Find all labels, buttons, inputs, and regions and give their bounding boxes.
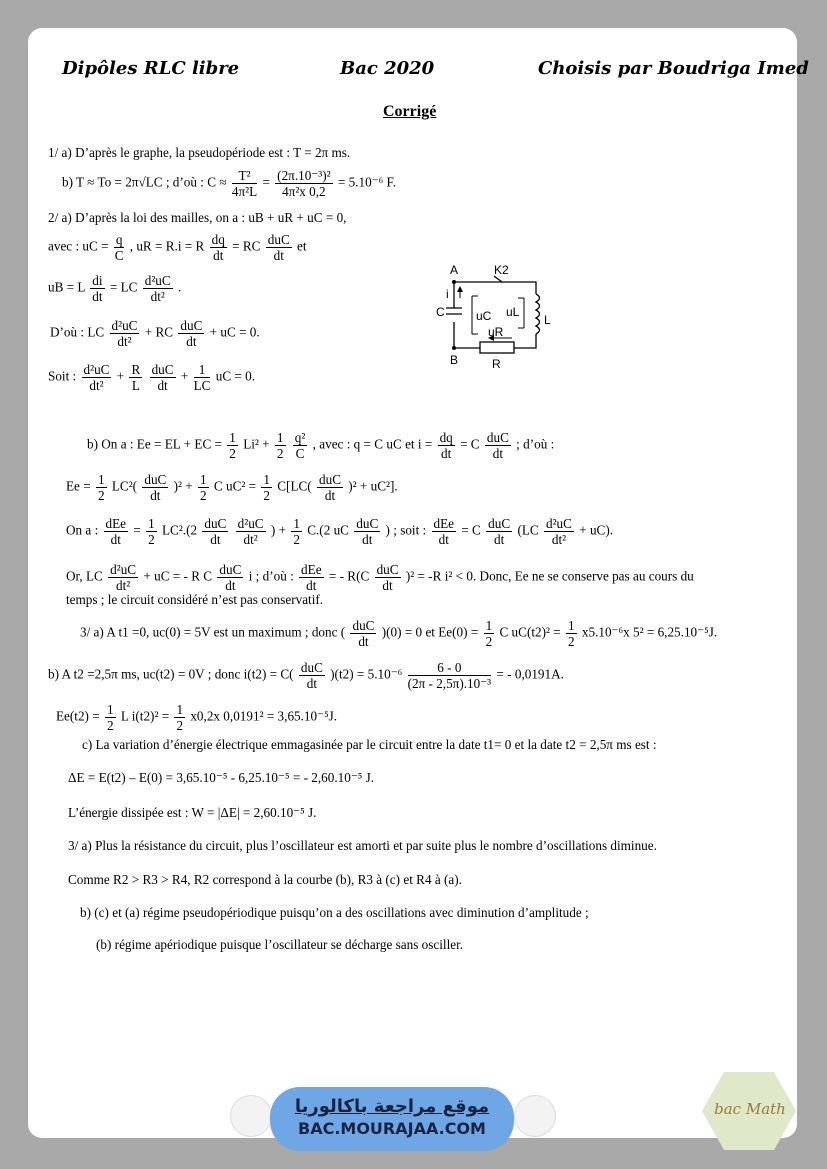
circuit-label-R: R: [492, 357, 501, 371]
circuit-label-B: B: [450, 353, 459, 367]
header-center: Bac 2020: [340, 58, 435, 79]
q4-a-line: 3/ a) Plus la résistance du circuit, plus l’oscillateur est amorti et par suite plus le nombre d’oscillations diminue.: [68, 838, 657, 853]
bac-math-logo: [700, 1070, 798, 1152]
q2-a-line2: avec : uC = $\frac{q}{C}$ , uR = R.i = R $\frac{dq}{dt}$ = RC duC dt et: [48, 232, 307, 263]
rlc-circuit-diagram: [432, 264, 552, 372]
q2-equation-2: Soit : $\frac{\text{d²uC}}{\text{dt²}}$ + $\frac{R}{L}$ duC dt + $\frac{1}{LC}$ uC = 0.: [48, 362, 256, 393]
site-arabic-name: موقع مراجعة باكالوريا: [294, 1096, 490, 1117]
header-left: Dipôles RLC libre: [62, 58, 240, 79]
q2-b-line1: b) On a : Ee = EL + EC = $\frac{1}{2}$ Li² + $\frac{1}{2}$ $\frac{\text{q²}}{C}$ , avec : q = C uC et i = $\frac{dq}{dt}$ = C duC dt ; d’où :: [87, 430, 555, 461]
q2-b-line2: Ee = $\frac{1}{2}$ LC²( duC dt )² + $\frac{1}{2}$ C uC² = $\frac{1}{2}$ C[LC( duC dt )² + uC²].: [66, 472, 398, 503]
circuit-label-A: A: [450, 264, 459, 277]
q4-b-line2: (b) régime apériodique puisque l’oscillateur se décharge sans osciller.: [96, 937, 464, 952]
circuit-label-uL: uL: [506, 305, 520, 319]
q3-energy-line: Ee(t2) = $\frac{1}{2}$ L i(t2)² = $\frac{1}{2}$ x0,2x 0,0191² = 3,65.10⁻⁵J.: [56, 702, 338, 733]
q2-b-line5: temps ; le circuit considéré n’est pas conservatif.: [66, 592, 324, 607]
q1-a-line: 1/ a) D’après le graphe, la pseudopériode est : T = 2π ms.: [48, 145, 351, 160]
q2-equation-1: D’où : LC $\frac{\text{d²uC}}{\text{dt²}}$ + RC duC dt + uC = 0.: [50, 318, 260, 349]
site-url[interactable]: BAC.MOURAJAA.COM: [298, 1119, 486, 1138]
q3-c-line3: L’énergie dissipée est : W = |ΔE| = 2,60.10⁻⁵ J.: [68, 805, 317, 820]
bac-math-logo-text: bac Math: [714, 1100, 786, 1118]
q2-ub-line: uB = L $\frac{di}{dt}$ = LC $\frac{\text{d²uC}}{\text{dt²}}$ .: [48, 273, 182, 304]
q4-comparison-line: Comme R2 > R3 > R4, R2 correspond à la courbe (b), R3 à (c) et R4 à (a).: [68, 872, 462, 887]
footer-left-logo: [230, 1095, 272, 1137]
q3-b-line: b) A t2 =2,5π ms, uc(t2) = 0V ; donc i(t2) = C( duC dt )(t2) = 5.10⁻⁶ $\frac{6 - 0}{\text{(2π - 2,5π).10⁻³}}$ = - 0,0191A.: [48, 660, 564, 691]
circuit-label-uC: uC: [476, 309, 492, 323]
page-title: Corrigé: [383, 103, 437, 120]
q4-b-line1: b) (c) et (a) régime pseudopériodique puisqu’on a des oscillations avec diminution d’amplitude ;: [80, 905, 589, 920]
q1-b-line: b) T ≈ To = 2π√LC ; d’où : C ≈ $\frac{\text{T²}}{\text{4π²L}}$ = $\frac{\text{(2π.10⁻³)²}}{\text{4π²x 0,2}}$ = 5.10⁻⁶ F.: [62, 168, 397, 199]
circuit-label-K2: K2: [494, 264, 509, 277]
circuit-label-uR: uR: [488, 325, 504, 339]
q3-c-line2: ΔE = E(t2) – E(0) = 3,65.10⁻⁵ - 6,25.10⁻⁵ = - 2,60.10⁻⁵ J.: [68, 770, 375, 785]
header-right: Choisis par Boudriga Imed: [538, 58, 809, 79]
q3-c-line1: c) La variation d’énergie électrique emmagasinée par le circuit entre la date t1= 0 et la date t2 = 2,5π ms est :: [82, 737, 657, 752]
q2-b-line4: Or, LC $\frac{\text{d²uC}}{\text{dt²}}$ + uC = - R C duC dt i ; d’où : dEe dt = - R(C duC dt )² = -R i² < 0. Donc, Ee ne se conserve pas au cours du: [66, 562, 694, 593]
site-badge[interactable]: [270, 1087, 514, 1151]
circuit-label-C: C: [436, 305, 445, 319]
q3-a-line: 3/ a) A t1 =0, uc(0) = 5V est un maximum ; donc ( duC dt )(0) = 0 et Ee(0) = $\frac{1}{2}$ C uC(t2)² = $\frac{1}{2}$ x5.10⁻⁶x 5² = 6,25.10⁻⁵J.: [80, 618, 718, 649]
circuit-label-i: i: [446, 287, 449, 301]
q2-b-line3: On a : dEe dt = $\frac{1}{2}$ LC².(2 duC dt $\frac{\text{d²uC}}{\text{dt²}}$ ) + $\frac{1}{2}$ C.(2 uC duC dt ) ; soit : dEe dt = C duC dt (LC $\frac{\text{d²uC}}{\text{dt²}}$ + uC).: [66, 516, 614, 547]
footer-right-logo: [514, 1095, 556, 1137]
q2-a-line1: 2/ a) D’après la loi des mailles, on a : uB + uR + uC = 0,: [48, 210, 347, 225]
circuit-label-L: L: [544, 313, 551, 327]
